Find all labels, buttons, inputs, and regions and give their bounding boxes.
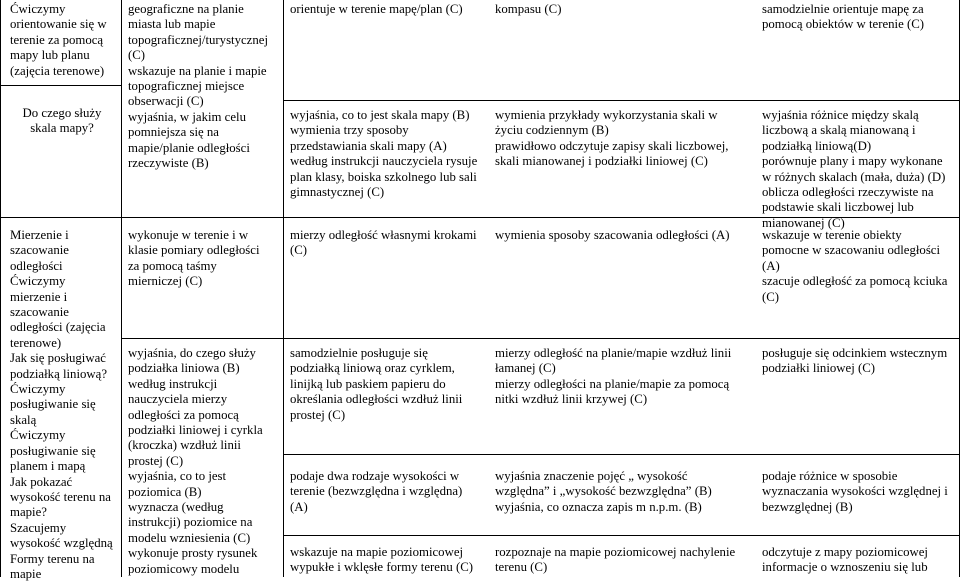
border-left <box>0 0 1 577</box>
row-divider-mid-1 <box>121 217 283 218</box>
requirements-advanced-4: posługuje się odcinkiem wstecznym podziałki liniowej (C) <box>762 346 948 376</box>
requirements-advanced-5: podaje różnice w sposobie wyznaczania wysokości względnej i bezwzględnej (B) <box>762 469 948 514</box>
requirements-extended-3: mierzy odległość własnymi krokami (C) <box>290 228 477 258</box>
requirements-complete-6: rozpoznaje na mapie poziomicowej nachylenie terenu (C) <box>495 545 736 575</box>
row-divider-right-3 <box>283 338 959 339</box>
row-divider-right-4 <box>283 454 959 455</box>
requirements-extended-4: samodzielnie posługuje się podziałką liniową oraz cyrklem, linijką lub paskiem papieru do określania odległości wzdłuż linii prostej (C) <box>290 346 463 422</box>
row-divider-right-1 <box>283 100 959 101</box>
requirements-extended-1: orientuje w terenie mapę/plan (C) <box>290 2 463 16</box>
row-divider-right-5 <box>283 535 959 536</box>
col-divider-2 <box>283 0 284 577</box>
lesson-scale-question-cell: Do czego służy skala mapy? <box>22 106 102 136</box>
requirements-extended-6: wskazuje na mapie poziomicowej wypukłe i wklęsłe formy terenu (C) <box>290 545 474 575</box>
lesson-orientation-cell: Ćwiczymy orientowanie się w terenie za pomocą mapy lub planu (zajęcia terenowe) <box>10 2 107 78</box>
requirements-complete-2: wymienia przykłady wykorzystania skali w życiu codziennym (B) prawidłowo odczytuje zapisy skali liczbowej, skali mianowanej i podziałki liniowej (C) <box>495 108 729 169</box>
row-divider-left-1 <box>0 85 121 86</box>
row-divider-left-2 <box>0 217 121 218</box>
requirements-advanced-6: odczytuje z mapy poziomicowej informacje o wznoszeniu się lub <box>762 545 928 575</box>
col-divider-1 <box>121 0 122 577</box>
requirements-basic-3: wyjaśnia, do czego służy podziałka liniowa (B) według instrukcji nauczyciela mierzy odległości za pomocą podziałki liniowej i cyrkla (kroczka) wzdłuż linii prostej (C) wyjaśnia, co to jest poziomica (B) wyznacza (według instrukcji) poziomice na modelu wzniesienia (C) wykonuje prosty rysunek poziomicowy modelu <box>128 346 263 576</box>
lesson-distance-cell: Mierzenie i szacowanie odległości Ćwiczymy mierzenie i szacowanie odległości (zajęcia terenowe) Jak się posługiwać podziałką liniową? Ćwiczymy posługiwanie się skalą Ćwiczymy posługiwanie się planem i mapą Jak pokazać wysokość terenu na mapie? Szacujemy wysokość względną Formy terenu na mapie <box>10 228 113 581</box>
requirements-complete-4: mierzy odległość na planie/mapie wzdłuż linii łamanej (C) mierzy odległości na planie/mapie za pomocą nitki wzdłuż linii krzywej (C) <box>495 346 732 407</box>
row-divider-mid-2 <box>121 338 283 339</box>
requirements-advanced-1: samodzielnie orientuje mapę za pomocą obiektów w terenie (C) <box>762 2 925 32</box>
requirements-advanced-2: wyjaśnia różnice między skalą liczbową a skalą mianowaną i podziałką liniową(D) porównuje plany i mapy wykonane w różnych skalach (mała, duża) (D) oblicza odległości rzeczywiste na podstawie skali liczbowej lub mianowanej (C) <box>762 108 946 230</box>
requirements-extended-2: wyjaśnia, co to jest skala mapy (B) wymienia trzy sposoby przedstawiania skali mapy (A) według instrukcji nauczyciela rysuje plan klasy, boiska szkolnego lub sali gimnastycznej (C) <box>290 108 478 200</box>
requirements-complete-1: kompasu (C) <box>495 2 562 16</box>
requirements-basic-2: wykonuje w terenie i w klasie pomiary odległości za pomocą taśmy mierniczej (C) <box>128 228 260 289</box>
requirements-advanced-3: wskazuje w terenie obiekty pomocne w szacowaniu odległości (A) szacuje odległość za pomocą kciuka (C) <box>762 228 948 304</box>
requirements-basic-1: geograficzne na planie miasta lub mapie topograficznej/turystycznej (C) wskazuje na planie i mapie topograficznej miejsce obserwacji (C) wyjaśnia, w jakim celu pomniejsza się na mapie/planie odległości rzeczywiste (B) <box>128 2 268 171</box>
requirements-extended-5: podaje dwa rodzaje wysokości w terenie (bezwzględna i względna) (A) <box>290 469 463 514</box>
requirements-complete-5: wyjaśnia znaczenie pojęć „ wysokość względna” i „wysokość bezwzględna” (B) wyjaśnia, co oznacza zapis m n.p.m. (B) <box>495 469 712 514</box>
requirements-complete-3: wymienia sposoby szacowania odległości (A) <box>495 228 730 242</box>
